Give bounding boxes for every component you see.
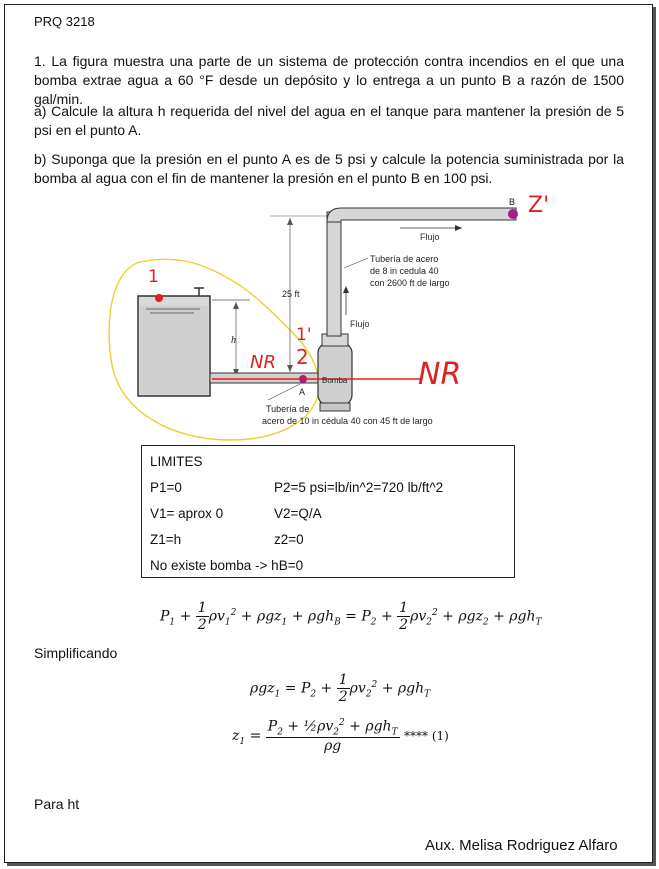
- limit-z2: z2=0: [274, 532, 304, 547]
- limit-pump: No existe bomba -> hB=0: [150, 558, 304, 573]
- point-b-label: B: [509, 197, 516, 207]
- limit-z1: Z1=h: [150, 532, 182, 547]
- hand-nr-small: NR: [250, 352, 276, 373]
- discharge-pipe-horizontal: [327, 208, 516, 222]
- part-a: a) Calcule la altura h requerida del nivel del agua en el tanque para mantener la presión de 5 psi en el punto A.: [34, 103, 624, 138]
- flow-vertical-label: Flujo: [350, 319, 370, 329]
- hand-nr-big: NR: [418, 357, 462, 392]
- part-b: b) Suponga que la presión en el punto A es de 5 psi y calcule la potencia suministrada por la bomba al agua con el fin de mantener la presión en el punto B en 100 psi.: [34, 151, 624, 186]
- pipe-top-label-1: Tubería de acero: [370, 254, 439, 264]
- hand-z: Z': [528, 193, 550, 218]
- point-1-marker: [155, 294, 163, 302]
- bernoulli-equation: $P_1$ + $\frac{1}{2}$ $\rho v_1^2 + \rho gz_1 + \rho gh_B = P_2$ + $\frac{1}{2}$ $\rho v_2^2 + \rho gz_2 + \rho gh_T$: [160, 600, 542, 633]
- height-25-label: 25 ft: [282, 289, 300, 299]
- limits-table: [141, 445, 515, 578]
- pump-label: Bomba: [322, 376, 348, 385]
- point-a-label: A: [299, 387, 306, 397]
- hand-1prime: 1': [296, 325, 312, 345]
- pipe-top-label-2: de 8 in cedula 40: [370, 266, 439, 276]
- h-label: h: [231, 335, 236, 346]
- limit-p2: P2=5 psi=lb/in^2=720 lb/ft^2: [274, 480, 444, 495]
- author-name: Aux. Melisa Rodriguez Alfaro: [425, 837, 618, 854]
- pipe-top-label-3: con 2600 ft de largo: [370, 278, 450, 288]
- flow-top-label: Flujo: [420, 232, 440, 242]
- course-code: PRQ 3218: [34, 14, 95, 29]
- pipe-bottom-label-1: Tubería de: [266, 404, 310, 414]
- equation-tag: **** (1): [404, 729, 449, 744]
- pipe-bottom-label-2: acero de 10 in cédula 40 con 45 ft de largo: [262, 416, 433, 426]
- hand-2: 2: [296, 345, 309, 369]
- limit-v2: V2=Q/A: [274, 506, 322, 521]
- limit-p1: P1=0: [150, 480, 182, 495]
- pump: [318, 343, 352, 405]
- point-b-marker: [508, 209, 518, 219]
- simplified-equation: $\rho gz_1 = P_2$ + $\frac{1}{2}$ $\rho v_2^2 + \rho gh_T$: [250, 672, 431, 705]
- z1-equation: $z_1$ = $\frac{P_2 + \frac{1}{2}\rho v_2^2 + \rho gh_T}{\rho g}$ **** (1): [232, 718, 449, 755]
- simplificando-label: Simplificando: [34, 645, 118, 661]
- limits-title: LIMITES: [150, 454, 203, 469]
- discharge-pipe-vertical: [327, 212, 341, 336]
- problem-statement: 1. La figura muestra una parte de un sistema de protección contra incendios en el que una bomba extrae agua a 60 °F desde un depósito y lo entrega a un punto B a razón de 1500 gal/min.: [34, 53, 624, 107]
- limit-v1: V1= aprox 0: [150, 506, 224, 521]
- hand-1: 1: [148, 267, 159, 287]
- para-ht-label: Para ht: [34, 796, 80, 812]
